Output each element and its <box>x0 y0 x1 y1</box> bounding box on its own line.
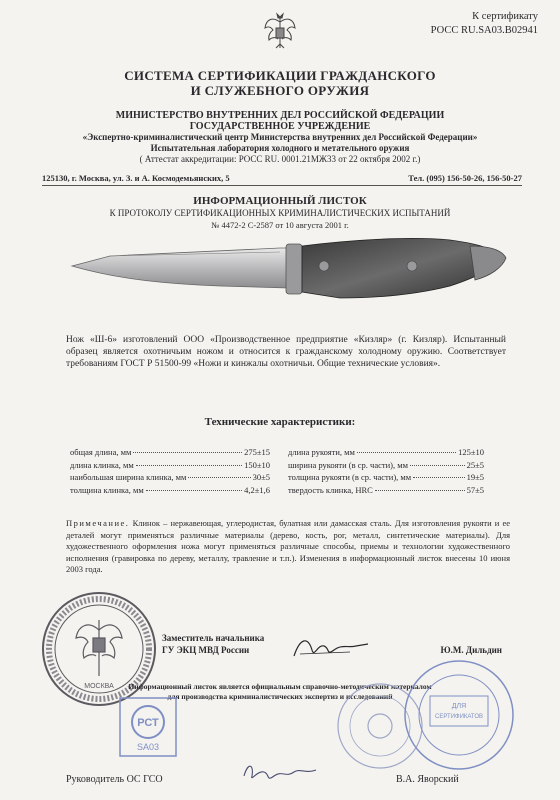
center-name: «Экспертно-криминалистический центр Министерства внутренних дел Российской Федерации» <box>82 132 478 142</box>
spec-list-right <box>288 446 484 496</box>
spec-leader-dots <box>188 477 250 478</box>
coat-of-arms-icon <box>262 12 298 52</box>
pct-certification-stamp <box>118 696 178 758</box>
knife-description: Нож «Ш-6» изготовлений ООО «Производственное предприятие «Кизляр» (г. Кизляр). Испытанный образец является охотничьим ножом и относится к гражданскому холодному оружию. Соответствует требованиям ГОСТ Р 51500-99 «Ножи и кинжалы охотничьи. Общие технические условия». <box>66 335 506 369</box>
spec-leader-dots <box>136 465 242 466</box>
spec-row <box>70 471 270 484</box>
spec-label: толщина клинка, мм <box>70 484 144 495</box>
info-sheet-title: ИНФОРМАЦИОННЫЙ ЛИСТОК <box>193 195 367 207</box>
spec-row <box>288 484 484 497</box>
note-prefix: Примечание. <box>66 518 130 528</box>
street-address: 125130, г. Москва, ул. З. и А. Космодемьянских, 5 <box>42 173 230 183</box>
spec-row <box>70 484 270 497</box>
spec-leader-dots <box>146 490 242 491</box>
head-of-certification-body: Руководитель ОС ГСО <box>66 774 163 785</box>
spec-label: длина клинка, мм <box>70 459 134 470</box>
note-text: Клинок – нержавеющая, углеродистая, булатная или дамасская сталь. Для изготовления рукояти и ее деталей могут применяться различные материалы (дерево, кость, рог, металл, синтетические материалы). Для художественного оформления ножа могут применяться различные способы, приемы и технологии художественного исполнения (гравировка по дереву, металлу, травление и т.п.). Изменения в информационный листок внесены 10 июня 2003 года. <box>66 518 510 574</box>
signatory-name: Ю.М. Дильдин <box>440 645 502 655</box>
spec-value: 150±10 <box>244 459 270 470</box>
spec-value: 57±5 <box>466 484 484 495</box>
address-line <box>42 173 522 186</box>
protocol-number: № 4472-2 С-2587 от 10 августа 2001 г. <box>211 220 349 230</box>
signature-scribble-2 <box>240 756 320 786</box>
spec-leader-dots <box>413 477 464 478</box>
stamp-text-2: СЕРТИФИКАТОВ <box>434 714 484 720</box>
signatory-position-2: ГУ ЭКЦ МВД России <box>162 645 250 655</box>
phone-numbers: Тел. (095) 156-50-26, 156-50-27 <box>408 173 522 183</box>
spec-value: 25±5 <box>466 459 484 470</box>
seal-city-text: МОСКВА <box>84 683 114 690</box>
spec-value: 19±5 <box>466 472 484 482</box>
spec-value: 125±10 <box>458 447 484 457</box>
footer-line-2: для производства криминалистических экспертиз и исследований <box>167 692 393 701</box>
institution-name: ГОСУДАРСТВЕННОЕ УЧРЕЖДЕНИЕ <box>189 121 371 132</box>
signatory-position-1: Заместитель начальника <box>162 633 265 643</box>
spec-label: твердость клинка, HRC <box>288 484 373 495</box>
spec-row <box>288 471 484 484</box>
spec-row <box>288 459 484 472</box>
title-line-2: И СЛУЖЕБНОГО ОРУЖИЯ <box>190 83 370 98</box>
note-block <box>66 518 510 576</box>
spec-leader-dots <box>133 452 242 453</box>
title-line-1: СИСТЕМА СЕРТИФИКАЦИИ ГРАЖДАНСКОГО <box>124 68 436 83</box>
lab-name: Испытательная лаборатория холодного и метательного оружия <box>150 143 410 153</box>
footer-line-1: Информационный листок является официальным справочно-методическим материалом <box>128 682 432 691</box>
spec-leader-dots <box>410 465 465 466</box>
blue-organization-stamp <box>400 656 518 774</box>
certificate-number: РОСС RU.SA03.B02941 <box>430 25 538 36</box>
spec-value: 4,2±1,6 <box>244 484 270 495</box>
spec-row <box>70 459 270 472</box>
accreditation: ( Аттестат аккредитации: РОСС RU. 0001.21МЖ33 от 22 октября 2002 г.) <box>139 154 421 164</box>
pct-label: РСТ <box>137 717 159 729</box>
spec-label: общая длина, мм <box>70 447 132 457</box>
certificate-reference-label: К сертификату <box>472 11 538 22</box>
info-sheet-header <box>0 195 560 231</box>
spec-value: 30±5 <box>252 472 270 482</box>
spec-label: толщина рукояти (в ср. части), мм <box>288 472 412 482</box>
stamp-text-1: ДЛЯ <box>451 703 467 710</box>
tech-specs-heading: Технические характеристики: <box>204 416 356 428</box>
spec-label: ширина рукояти (в ср. части), мм <box>288 459 408 470</box>
spec-label: длина рукояти, мм <box>288 447 355 457</box>
spec-row <box>288 446 484 459</box>
knife-image <box>70 236 510 316</box>
organization-block <box>20 110 540 165</box>
signature-scribble-1 <box>290 632 370 662</box>
spec-row <box>70 446 270 459</box>
spec-leader-dots <box>357 452 456 453</box>
document-title <box>0 68 560 98</box>
spec-value: 275±15 <box>244 447 270 457</box>
spec-list-left <box>70 446 270 496</box>
ministry-name: МИНИСТЕРСТВО ВНУТРЕННИХ ДЕЛ РОССИЙСКОЙ ФЕДЕРАЦИИ <box>115 110 445 121</box>
spec-label: наибольшая ширина клинка, мм <box>70 472 187 482</box>
info-sheet-subtitle: К ПРОТОКОЛУ СЕРТИФИКАЦИОННЫХ КРИМИНАЛИСТИЧЕСКИХ ИСПЫТАНИЙ <box>109 208 451 218</box>
spec-leader-dots <box>375 490 465 491</box>
certificate-reference <box>431 10 538 38</box>
head-name: В.А. Яворский <box>396 774 459 785</box>
pct-code: SA03 <box>136 742 160 752</box>
